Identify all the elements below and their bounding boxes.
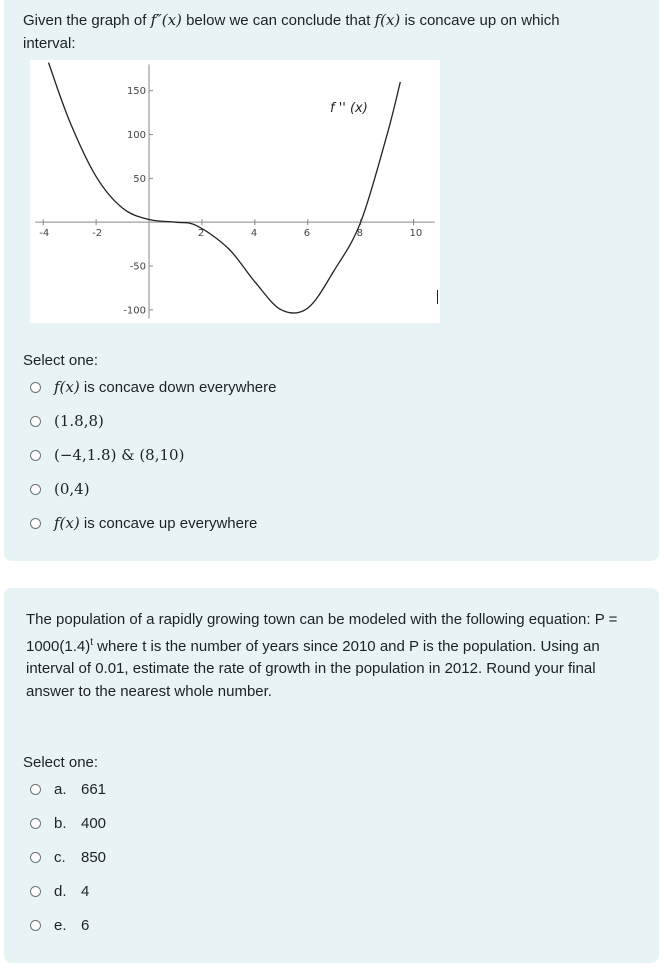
- text-cursor: [437, 290, 438, 304]
- prompt-text: interval of 0.01, estimate the rate of growth in the population in 2012. Round your final: [26, 660, 596, 677]
- option-math: (1.8,8): [54, 412, 104, 430]
- q2-option-d[interactable]: [30, 879, 89, 903]
- option-text: 661: [81, 780, 107, 798]
- x-tick-label: 2: [197, 228, 205, 240]
- option-text: is concave up everywhere: [83, 514, 258, 532]
- x-tick-label: -2: [92, 228, 103, 240]
- option-letter: e.: [54, 916, 67, 934]
- option-text: is concave down everywhere: [83, 378, 277, 396]
- option-text: 4: [81, 882, 90, 900]
- q2-option-b[interactable]: [30, 811, 106, 835]
- option-text: 850: [81, 848, 107, 866]
- radio-button[interactable]: [30, 886, 41, 897]
- radio-button[interactable]: [30, 784, 41, 795]
- radio-button[interactable]: [30, 920, 41, 931]
- question-1-card: [4, 0, 659, 561]
- y-tick-label: 50: [133, 173, 147, 185]
- option-math: f(x): [54, 378, 80, 396]
- prompt-text: interval:: [23, 34, 76, 52]
- prompt-text: 1000(1.4): [26, 637, 91, 655]
- y-tick-label: 100: [126, 130, 147, 142]
- x-tick-label: 6: [303, 228, 311, 240]
- prompt-text: Given the graph of: [23, 12, 147, 29]
- prompt-superscript: t: [90, 636, 93, 648]
- option-math: f(x): [54, 514, 80, 532]
- option-math: (0,4): [54, 480, 90, 498]
- radio-button[interactable]: [30, 416, 41, 427]
- curve-label: f '' (x): [330, 101, 368, 116]
- radio-button[interactable]: [30, 382, 41, 393]
- prompt-text: is concave up on which: [404, 12, 560, 29]
- q1-option-1[interactable]: [30, 375, 277, 399]
- prompt-text: answer to the nearest whole number.: [26, 682, 272, 700]
- question-1-text: [23, 9, 643, 55]
- x-tick-label: 4: [250, 228, 258, 240]
- q1-option-4[interactable]: [30, 477, 90, 501]
- x-tick-label: 8: [356, 228, 364, 240]
- option-math: (−4,1.8) & (8,10): [54, 446, 185, 464]
- prompt-math: f(x): [374, 11, 401, 29]
- option-text: 400: [81, 814, 107, 832]
- select-one-label: Select one:: [23, 352, 99, 369]
- x-tick-label: -4: [39, 228, 50, 240]
- prompt-text: where t is the number of years since 2010 and P is the population. Using an: [93, 637, 600, 655]
- y-tick-label: -50: [129, 261, 147, 273]
- question-2-text: [26, 609, 651, 703]
- radio-button[interactable]: [30, 450, 41, 461]
- prompt-text: below we can conclude that: [186, 12, 371, 29]
- prompt-math: f″(x): [150, 11, 182, 29]
- option-letter: d.: [54, 882, 67, 900]
- select-one-label: Select one:: [23, 754, 99, 771]
- second-derivative-plot: [30, 60, 440, 323]
- radio-button[interactable]: [30, 852, 41, 863]
- option-letter: b.: [54, 814, 67, 832]
- radio-button[interactable]: [30, 484, 41, 495]
- radio-button[interactable]: [30, 518, 41, 529]
- q1-option-5[interactable]: [30, 511, 257, 535]
- q1-option-2[interactable]: [30, 409, 104, 433]
- q2-option-e[interactable]: [30, 913, 89, 937]
- option-text: 6: [81, 916, 90, 934]
- y-tick-label: 150: [126, 86, 147, 98]
- option-letter: a.: [54, 780, 67, 798]
- x-tick-label: 10: [409, 228, 423, 240]
- axis-ticks: [39, 86, 422, 316]
- radio-button[interactable]: [30, 818, 41, 829]
- q2-option-a[interactable]: [30, 777, 106, 801]
- q1-option-3[interactable]: [30, 443, 184, 467]
- prompt-text: The population of a rapidly growing town can be modeled with the following equation: P =: [26, 611, 618, 628]
- question-2-card: [4, 588, 659, 963]
- chart-svg: [30, 60, 440, 323]
- q2-option-c[interactable]: [30, 845, 106, 869]
- option-letter: c.: [54, 848, 66, 866]
- y-tick-label: -100: [123, 305, 147, 317]
